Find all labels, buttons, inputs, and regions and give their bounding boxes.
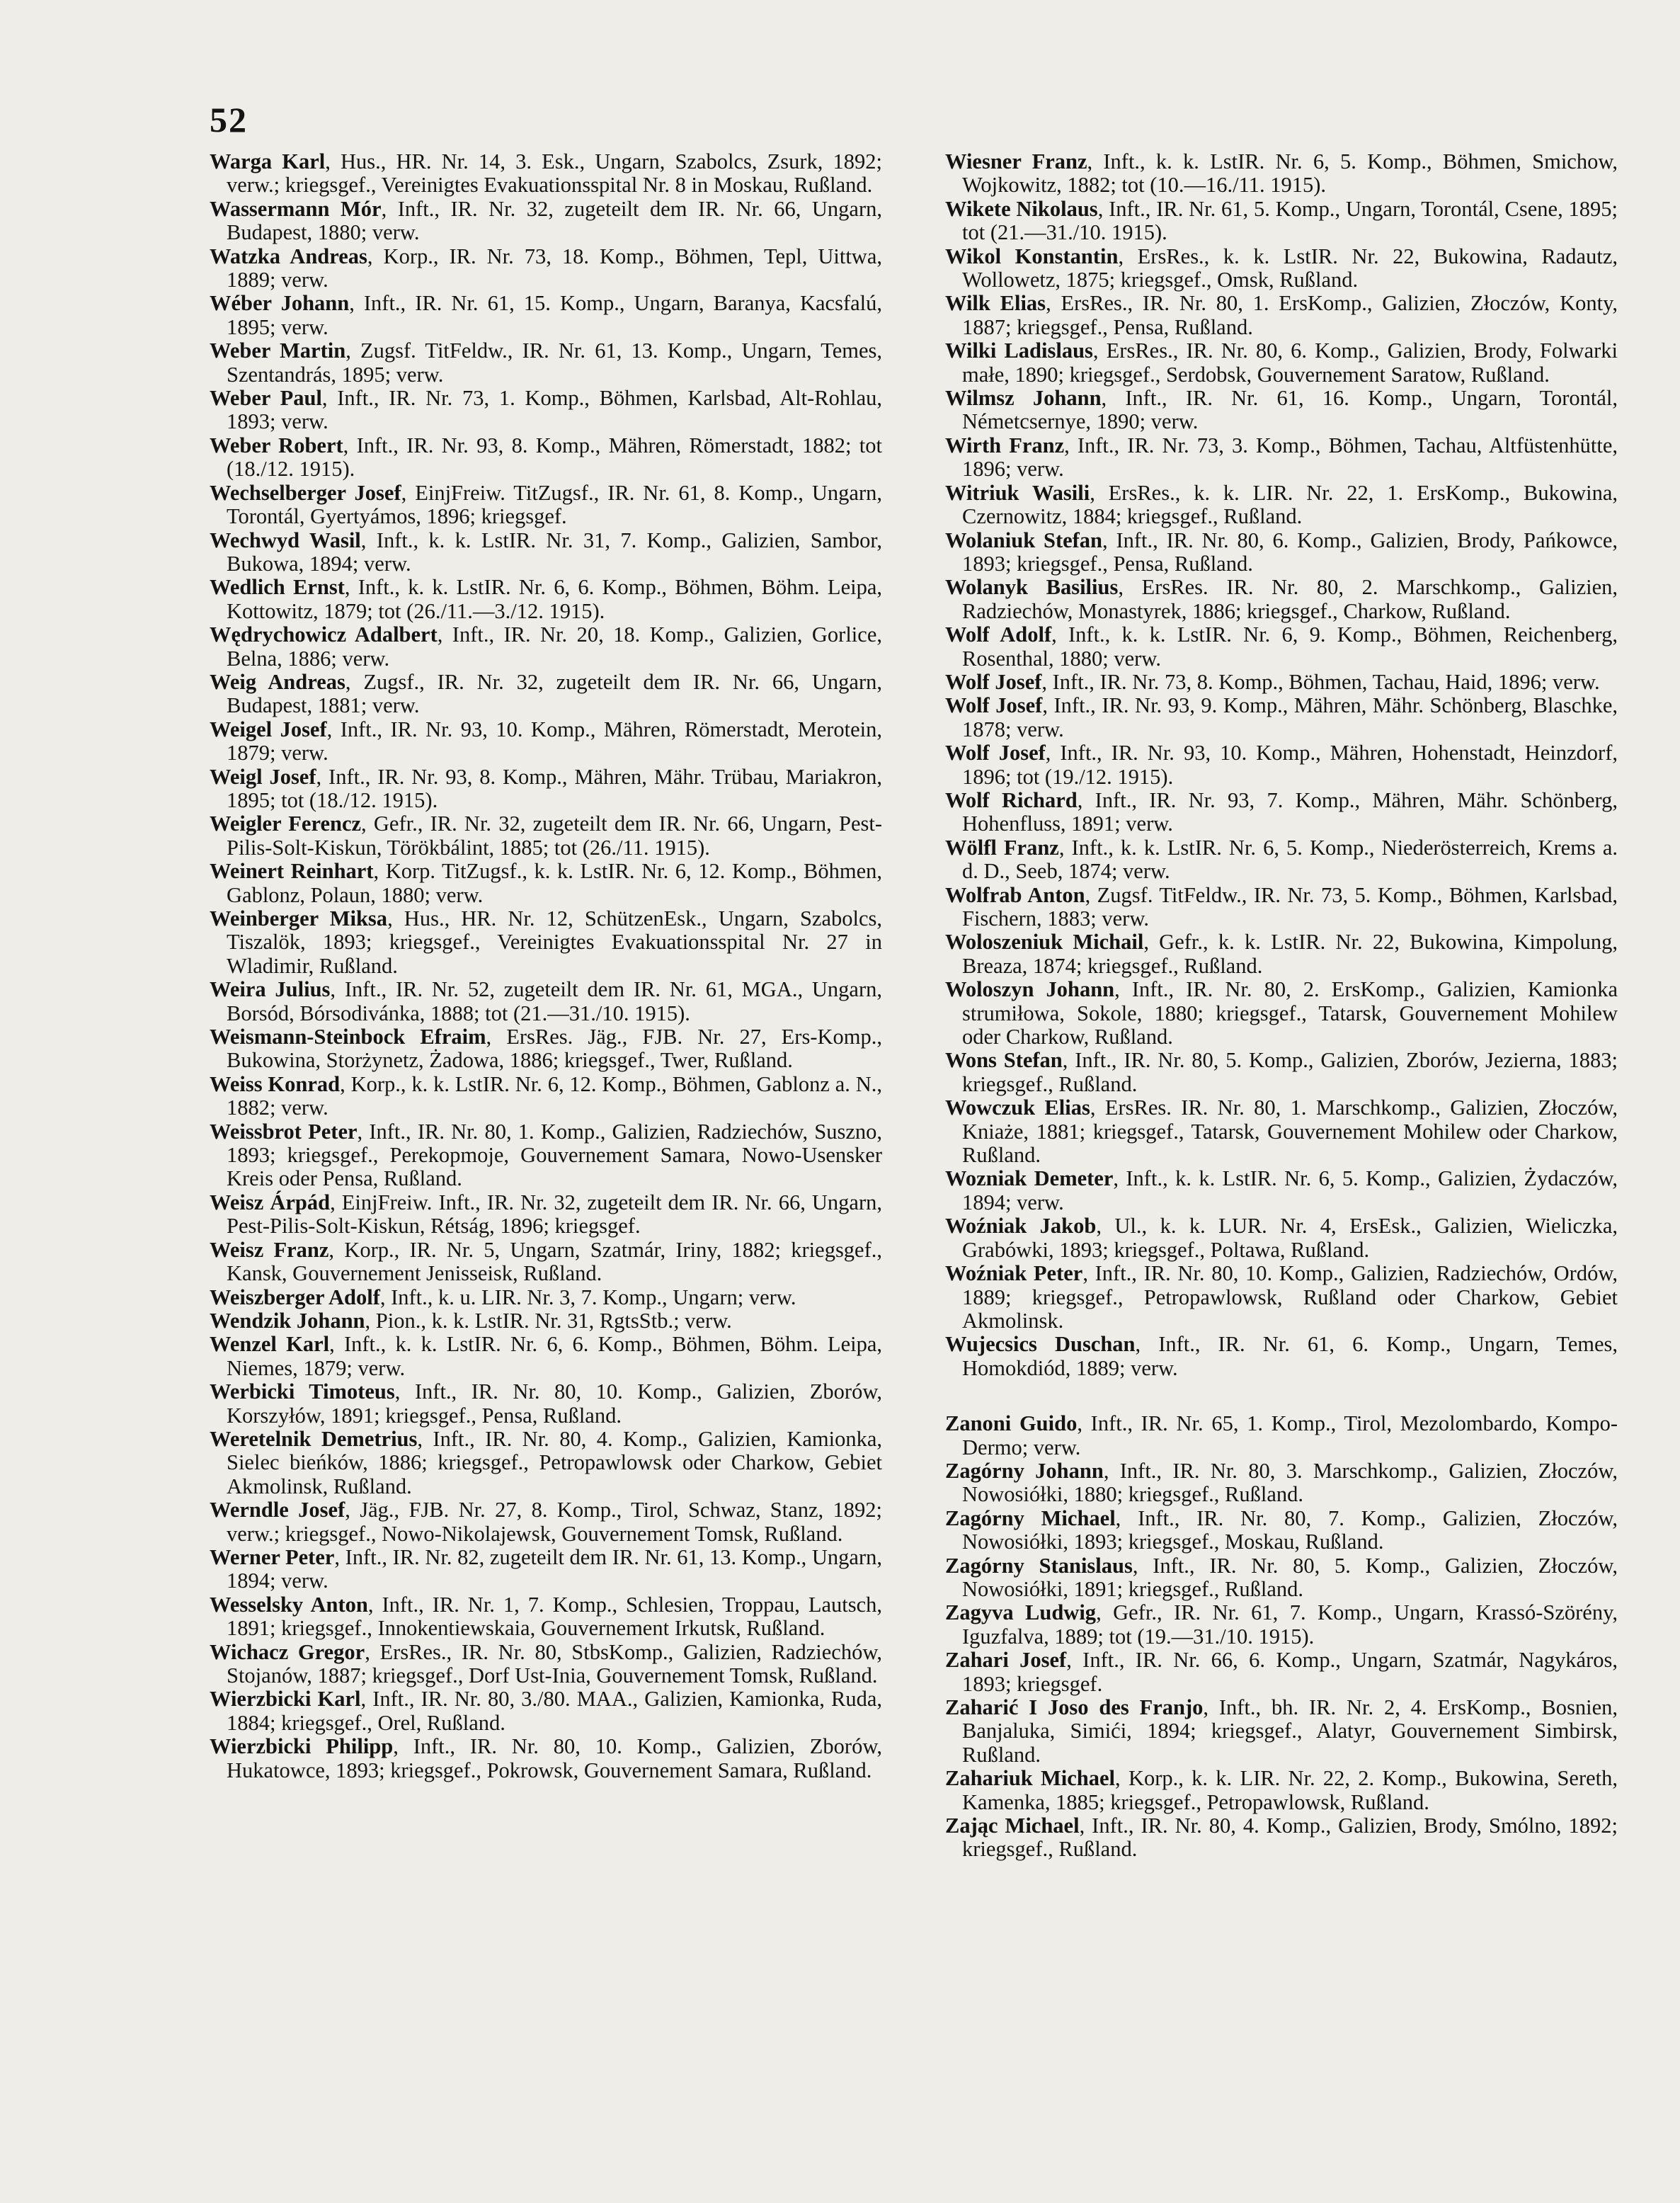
register-entry [945,434,1618,482]
entry-name: Zanoni Guido [945,1411,1078,1436]
entry-name: Witriuk Wasili [945,480,1090,505]
register-entry [945,1096,1618,1167]
register-entry [210,623,882,671]
entry-name: Weigl Josef [210,764,316,789]
register-entry [945,884,1618,931]
register-entry [945,292,1618,339]
entry-details: , Ul., k. k. LUR. Nr. 4, ErsEsk., Galizien, Wieliczka, Grabówki, 1893; kriegsgef., Poltawa, Rußland. [962,1214,1618,1262]
entry-details: , Inft., IR. Nr. 93, 10. Komp., Mähren, Hohenstadt, Heinzdorf, 1896; tot (19./12. 1915). [962,741,1618,789]
right-column [945,150,1618,1862]
register-entry [945,576,1618,623]
entry-details: , Jäg., FJB. Nr. 27, 8. Komp., Tirol, Schwaz, Stanz, 1892; verw.; kriegsgef., Nowo-Nikolajewsk, Gouvernement Tomsk, Rußland. [227,1498,882,1546]
entry-name: Weiss Konrad [210,1071,341,1096]
register-entry [210,1380,882,1428]
register-entry [945,529,1618,576]
entry-details: , Inft., IR. Nr. 61, 15. Komp., Ungarn, Baranya, Kacsfalú, 1895; verw. [227,291,882,339]
register-entry [210,150,882,198]
register-entry [210,1025,882,1073]
entry-name: Weig Andreas [210,669,345,694]
entry-details: , Hus., HR. Nr. 12, SchützenEsk., Ungarn, Szabolcs, Tiszalök, 1893; kriegsgef., Vereinigtes Evakuationsspital Nr. 27 in Wladimir, Rußland. [227,906,883,978]
register-entry [210,907,882,978]
entry-details: , Inft., IR. Nr. 93, 8. Komp., Mähren, Mähr. Trübau, Mariakron, 1895; tot (18./12. 1915). [227,764,882,812]
register-entry [210,576,882,623]
register-entry [210,245,882,292]
entry-details: , Inft., IR. Nr. 82, zugeteilt dem IR. Nr. 61, 13. Komp., Ungarn, 1894; verw. [227,1544,882,1593]
register-entry [210,1498,882,1546]
register-entry [210,1286,882,1309]
entry-details: , Inft., IR. Nr. 80, 1. Komp., Galizien, Radziechów, Suszno, 1893; kriegsgef., Perekopmoje, Gouvernement Samara, Nowo-Usensker Kreis oder Pensa, Rußland. [227,1119,883,1191]
register-entry [210,292,882,339]
entry-name: Werndle Josef [210,1498,345,1522]
entry-details: , Inft., IR. Nr. 80, 2. ErsKomp., Galizien, Kamionka strumiłowa, Sokole, 1880; kriegsgef., Tatarsk, Gouvernement Mohilew oder Charkow, Rußland. [962,977,1618,1049]
entry-details: , Inft., bh. IR. Nr. 2, 4. ErsKomp., Bosnien, Banjaluka, Simići, 1894; kriegsgef., Alatyr, Gouvernement Simbirsk, Rußland. [962,1695,1618,1767]
entry-name: Warga Karl [210,149,326,173]
entry-details: , ErsRes. Jäg., FJB. Nr. 27, Ers-Komp., Bukowina, Storżynetz, Żadowa, 1886; kriegsgef., Twer, Rußland. [227,1025,882,1073]
entry-name: Zagórny Michael [945,1505,1116,1530]
entry-details: , Hus., HR. Nr. 14, 3. Esk., Ungarn, Szabolcs, Zsurk, 1892; verw.; kriegsgef., Vereinigtes Evakuationsspital Nr. 8 in Moskau, Rußland. [227,149,882,198]
entry-details: , ErsRes., k. k. LIR. Nr. 22, 1. ErsKomp., Bukowina, Czernowitz, 1884; kriegsgef., Rußland. [962,480,1618,529]
entry-name: Wölfl Franz [945,835,1059,860]
entry-name: Weigler Ferencz [210,812,362,836]
entry-details: , Inft., IR. Nr. 80, 5. Komp., Galizien, Złoczów, Nowosiółki, 1891; kriegsgef., Rußland. [962,1553,1618,1601]
entry-details: , Inft., k. k. LstIR. Nr. 6, 9. Komp., Böhmen, Reichenberg, Rosenthal, 1880; verw. [962,622,1618,671]
entry-name: Weisz Árpád [210,1190,331,1214]
entry-name: Wenzel Karl [210,1332,330,1357]
entry-details: , EinjFreiw. TitZugsf., IR. Nr. 61, 8. Komp., Ungarn, Torontál, Gyertyámos, 1896; kriegsgef. [227,480,882,529]
entry-details: , Inft., IR. Nr. 80, 3. Marschkomp., Galizien, Złoczów, Nowosiółki, 1880; kriegsgef., Rußland. [962,1458,1618,1507]
register-entry [945,387,1618,434]
entry-name: Wolfrab Anton [945,882,1085,907]
entry-details: , Inft., IR. Nr. 80, 10. Komp., Galizien, Radziechów, Ordów, 1889; kriegsgef., Petropawlowsk, Rußland oder Charkow, Gebiet Akmolinsk. [962,1261,1618,1333]
entry-name: Zahari Josef [945,1648,1067,1673]
entry-details: , ErsRes. IR. Nr. 80, 2. Marschkomp., Galizien, Radziechów, Monastyrek, 1886; kriegsgef., Charkow, Rußland. [962,575,1618,623]
entry-name: Zagórny Johann [945,1458,1104,1483]
entry-details: , Inft., IR. Nr. 93, 8. Komp., Mähren, Römerstadt, 1882; tot (18./12. 1915). [227,433,882,482]
entry-name: Wierzbicki Karl [210,1687,361,1712]
register-entry [945,623,1618,671]
entry-details: , Korp., k. k. LstIR. Nr. 6, 12. Komp., Böhmen, Gablonz a. N., 1882; verw. [227,1071,882,1120]
register-entry [945,1814,1618,1862]
register-entry [945,978,1618,1049]
entry-details: , Inft., IR. Nr. 73, 3. Komp., Böhmen, Tachau, Altfüstenhütte, 1896; verw. [962,433,1618,482]
section-gap [945,1380,1618,1412]
register-entry [210,1309,882,1333]
entry-details: , Zugsf. TitFeldw., IR. Nr. 73, 5. Komp., Böhmen, Karlsbad, Fischern, 1883; verw. [962,882,1618,930]
entry-name: Wolf Richard [945,787,1078,812]
register-entry [945,789,1618,836]
entry-details: , Inft., IR. Nr. 80, 7. Komp., Galizien, Złoczów, Nowosiółki, 1893; kriegsgef., Moskau, Rußland. [962,1505,1618,1554]
right-column-z-section [945,1412,1618,1862]
register-entry [210,1687,882,1735]
entry-details: , Inft., k. k. LstIR. Nr. 6, 5. Komp., Galizien, Żydaczów, 1894; verw. [962,1166,1618,1214]
register-entry [945,836,1618,884]
entry-details: , Inft., IR. Nr. 80, 3./80. MAA., Galizien, Kamionka, Ruda, 1884; kriegsgef., Orel, Rußland. [227,1687,883,1735]
entry-name: Wierzbicki Philipp [210,1734,394,1759]
entry-name: Wolanyk Basilius [945,575,1119,600]
entry-details: , Pion., k. k. LstIR. Nr. 31, RgtsStb.; verw. [365,1308,732,1333]
entry-details: , Inft., k. k. LstIR. Nr. 31, 7. Komp., Galizien, Sambor, Bukowa, 1894; verw. [227,528,882,576]
register-entry [210,860,882,907]
entry-name: Wassermann Mór [210,196,382,221]
left-column [210,150,882,1782]
entry-name: Werner Peter [210,1544,335,1569]
entry-name: Weinberger Miksa [210,906,388,930]
entry-name: Wilmsz Johann [945,386,1102,411]
register-entry [945,198,1618,245]
entry-details: , Inft., k. k. LstIR. Nr. 6, 5. Komp., Böhmen, Smichow, Wojkowitz, 1882; tot (10.—16./11. 1915). [962,149,1618,198]
entry-details: , ErsRes. IR. Nr. 80, 1. Marschkomp., Galizien, Złoczów, Kniaże, 1881; kriegsgef., Tatarsk, Gouvernement Mohilew oder Charkow, Rußland. [962,1095,1618,1168]
entry-details: , Gefr., k. k. LstIR. Nr. 22, Bukowina, Kimpolung, Breaza, 1874; kriegsgef., Rußland. [962,930,1618,978]
register-entry [210,1239,882,1286]
entry-details: , Inft., IR. Nr. 80, 5. Komp., Galizien, Zborów, Jezierna, 1883; kriegsgef., Rußland. [962,1048,1618,1096]
register-entry [945,1696,1618,1767]
register-entry [210,482,882,529]
entry-details: , Gefr., IR. Nr. 32, zugeteilt dem IR. Nr. 66, Ungarn, Pest-Pilis-Solt-Kiskun, Törökbálint, 1885; tot (26./11. 1915). [227,812,883,860]
register-entry [945,1767,1618,1814]
entry-details: , Inft., IR. Nr. 73, 8. Komp., Böhmen, Tachau, Haid, 1896; verw. [1041,669,1600,694]
entry-name: Woloszeniuk Michail [945,930,1144,955]
entry-name: Wikete Nikolaus [945,196,1098,221]
register-entry [945,482,1618,529]
entry-name: Wendzik Johann [210,1308,365,1333]
register-entry [945,339,1618,387]
entry-name: Wolf Josef [945,741,1046,765]
entry-name: Werbicki Timoteus [210,1379,395,1404]
register-entry [945,1412,1618,1459]
register-entry [210,387,882,434]
register-entry [210,1120,882,1191]
entry-name: Wilk Elias [945,291,1046,316]
register-entry [945,1262,1618,1333]
entry-details: , Inft., k. k. LstIR. Nr. 6, 5. Komp., Niederösterreich, Krems a. d. D., Seeb, 1874; verw. [962,835,1618,884]
entry-name: Woźniak Jakob [945,1214,1097,1239]
right-column-w-section [945,150,1618,1380]
entry-details: , Inft., IR. Nr. 66, 6. Komp., Ungarn, Szatmár, Nagykáros, 1893; kriegsgef. [962,1648,1618,1696]
entry-details: , Inft., IR. Nr. 61, 16. Komp., Ungarn, Torontál, Németcsernye, 1890; verw. [962,386,1618,434]
entry-details: , Inft., IR. Nr. 80, 10. Komp., Galizien, Zborów, Korszyłów, 1891; kriegsgef., Pensa, Rußland. [227,1379,882,1428]
entry-details: , Inft., k. k. LstIR. Nr. 6, 6. Komp., Böhmen, Böhm. Leipa, Kottowitz, 1879; tot (26./11.—3./12. 1915). [227,575,882,623]
register-entry [945,1601,1618,1649]
register-entry [210,339,882,387]
register-entry [945,1554,1618,1602]
entry-name: Weira Julius [210,977,331,1002]
entry-name: Zając Michael [945,1814,1080,1838]
register-entry [210,1428,882,1498]
entry-name: Wolf Adolf [945,622,1052,647]
register-entry [210,671,882,718]
entry-name: Wirth Franz [945,433,1065,457]
register-entry [210,1735,882,1782]
entry-details: , Korp., IR. Nr. 73, 18. Komp., Böhmen, Tepl, Uittwa, 1889; verw. [227,244,883,292]
entry-name: Wons Stefan [945,1048,1063,1073]
entry-details: , Inft., k. k. LstIR. Nr. 6, 6. Komp., Böhmen, Böhm. Leipa, Niemes, 1879; verw. [227,1332,882,1380]
entry-details: , EinjFreiw. Inft., IR. Nr. 32, zugeteilt dem IR. Nr. 66, Ungarn, Pest-Pilis-Solt-Kiskun, Rétság, 1896; kriegsgef. [227,1190,883,1239]
entry-name: Wéber Johann [210,291,350,316]
entry-name: Weber Paul [210,386,322,411]
entry-name: Wędrychowicz Adalbert [210,622,438,647]
entry-name: Weigel Josef [210,717,327,741]
entry-details: , Inft., k. u. LIR. Nr. 3, 7. Komp., Ungarn; verw. [379,1285,796,1309]
entry-name: Wolf Josef [945,669,1042,694]
entry-name: Weiszberger Adolf [210,1285,380,1309]
register-entry [210,1641,882,1688]
register-entry [945,1507,1618,1554]
entry-details: , Inft., IR. Nr. 80, 4. Komp., Galizien, Brody, Smólno, 1892; kriegsgef., Rußland. [962,1814,1618,1862]
register-entry [945,245,1618,292]
entry-name: Weisz Franz [210,1237,329,1262]
entry-details: , Inft., IR. Nr. 61, 5. Komp., Ungarn, Torontál, Csene, 1895; tot (21.—31./10. 1915). [962,196,1618,245]
register-entry [210,434,882,482]
register-entry [210,1546,882,1593]
register-entry [945,694,1618,741]
register-entry [945,1459,1618,1507]
register-entry [945,671,1618,694]
entry-name: Wolaniuk Stefan [945,528,1103,552]
entry-details: , Korp., IR. Nr. 5, Ungarn, Szatmár, Iriny, 1882; kriegsgef., Kansk, Gouvernement Jenisseisk, Rußland. [227,1237,883,1286]
register-entry [945,1049,1618,1096]
entry-name: Zahariuk Michael [945,1766,1116,1791]
register-entry [945,1333,1618,1380]
entry-name: Wechwyd Wasil [210,528,361,552]
entry-name: Weissbrot Peter [210,1119,358,1144]
register-entry [210,718,882,765]
entry-name: Zagyva Ludwig [945,1600,1097,1625]
entry-name: Weretelnik Demetrius [210,1426,418,1451]
register-entry [945,930,1618,978]
entry-details: , Inft., IR. Nr. 1, 7. Komp., Schlesien, Troppau, Lautsch, 1891; kriegsgef., Innokentiewskaia, Gouvernement Irkutsk, Rußland. [227,1592,882,1641]
register-entry [210,1073,882,1120]
entry-details: , ErsRes., IR. Nr. 80, StbsKomp., Galizien, Radziechów, Stojanów, 1887; kriegsgef., Dorf Ust-Inia, Gouvernement Tomsk, Rußland. [227,1639,882,1687]
entry-name: Wikol Konstantin [945,244,1119,268]
entry-name: Weber Robert [210,433,343,457]
register-entry [210,978,882,1025]
entry-name: Wesselsky Anton [210,1592,368,1617]
entry-details: , Inft., IR. Nr. 80, 6. Komp., Galizien, Brody, Pańkowce, 1893; kriegsgef., Pensa, Rußland. [962,528,1618,576]
register-entry [945,1167,1618,1214]
register-entry [945,1214,1618,1262]
register-entry [945,1649,1618,1696]
entry-name: Watzka Andreas [210,244,367,268]
register-entry [210,529,882,576]
entry-details: , Inft., IR. Nr. 32, zugeteilt dem IR. Nr. 66, Ungarn, Budapest, 1880; verw. [227,196,882,245]
entry-details: , Inft., IR. Nr. 93, 10. Komp., Mähren, Römerstadt, Merotein, 1879; verw. [227,717,882,765]
entry-name: Wilki Ladislaus [945,338,1093,363]
entry-details: , Inft., IR. Nr. 93, 7. Komp., Mähren, Mähr. Schönberg, Hohenfluss, 1891; verw. [962,787,1618,836]
register-entry [210,1333,882,1380]
entry-details: , Inft., IR. Nr. 80, 4. Komp., Galizien, Kamionka, Sielec bieńków, 1886; kriegsgef., Petropawlowsk oder Charkow, Gebiet Akmolinsk, Rußland. [227,1426,882,1498]
entry-details: , Korp., k. k. LIR. Nr. 22, 2. Komp., Bukowina, Sereth, Kamenka, 1885; kriegsgef., Petropawlowsk, Rußland. [962,1766,1618,1814]
entry-name: Zaharić I Joso des Franjo [945,1695,1204,1719]
entry-details: , ErsRes., IR. Nr. 80, 6. Komp., Galizien, Brody, Folwarki małe, 1890; kriegsgef., Serdobsk, Gouvernement Saratow, Rußland. [962,338,1618,387]
entry-details: , ErsRes., IR. Nr. 80, 1. ErsKomp., Galizien, Złoczów, Konty, 1887; kriegsgef., Pensa, Rußland. [962,291,1618,339]
entry-details: , Gefr., IR. Nr. 61, 7. Komp., Ungarn, Krassó-Szörény, Iguzfalva, 1889; tot (19.—31./10. 1915). [962,1600,1618,1649]
entry-name: Wedlich Ernst [210,575,345,600]
entry-name: Wolf Josef [945,693,1043,718]
entry-name: Woźniak Peter [945,1261,1083,1286]
entry-details: , Inft., IR. Nr. 52, zugeteilt dem IR. Nr. 61, MGA., Ungarn, Borsód, Bórsodivánka, 1888; tot (21.—31./10. 1915). [227,977,883,1025]
entry-details: , Zugsf. TitFeldw., IR. Nr. 61, 13. Komp., Ungarn, Temes, Szentandrás, 1895; verw. [227,338,882,387]
entry-details: , Inft., IR. Nr. 61, 6. Komp., Ungarn, Temes, Homokdiód, 1889; verw. [962,1332,1618,1380]
entry-name: Wiesner Franz [945,149,1087,173]
entry-name: Weber Martin [210,338,346,363]
entry-name: Wozniak Demeter [945,1166,1114,1191]
entry-name: Woloszyn Johann [945,977,1115,1002]
entry-name: Wowczuk Elias [945,1095,1090,1120]
entry-details: , Inft., IR. Nr. 65, 1. Komp., Tirol, Mezolombardo, Kompo-Dermo; verw. [962,1411,1618,1459]
entry-name: Wichacz Gregor [210,1639,365,1664]
page-number: 52 [210,100,248,140]
register-entry [945,150,1618,198]
entry-name: Weismann-Steinbock Efraim [210,1025,486,1049]
entry-name: Zagórny Stanislaus [945,1553,1133,1578]
entry-name: Weinert Reinhart [210,859,374,884]
entry-name: Wechselberger Josef [210,480,401,505]
entry-details: , Inft., IR. Nr. 73, 1. Komp., Böhmen, Karlsbad, Alt-Rohlau, 1893; verw. [227,386,882,434]
register-entry [210,812,882,860]
entry-details: , Inft., IR. Nr. 20, 18. Komp., Galizien, Gorlice, Belna, 1886; verw. [227,622,882,671]
register-entry [210,1593,882,1641]
entry-name: Wujecsics Duschan [945,1332,1136,1357]
register-entry [210,765,882,813]
register-entry [210,1191,882,1239]
register-entry [210,198,882,245]
entry-details: , Inft., IR. Nr. 80, 10. Komp., Galizien, Zborów, Hukatowce, 1893; kriegsgef., Pokrowsk, Gouvernement Samara, Rußland. [227,1734,882,1782]
entry-details: , ErsRes., k. k. LstIR. Nr. 22, Bukowina, Radautz, Wollowetz, 1875; kriegsgef., Omsk, Rußland. [962,244,1618,292]
entry-details: , Korp. TitZugsf., k. k. LstIR. Nr. 6, 12. Komp., Böhmen, Gablonz, Polaun, 1880; verw. [227,859,883,907]
entry-details: , Zugsf., IR. Nr. 32, zugeteilt dem IR. Nr. 66, Ungarn, Budapest, 1881; verw. [227,669,882,718]
entry-details: , Inft., IR. Nr. 93, 9. Komp., Mähren, Mähr. Schönberg, Blaschke, 1878; verw. [962,693,1618,741]
register-entry [945,741,1618,789]
